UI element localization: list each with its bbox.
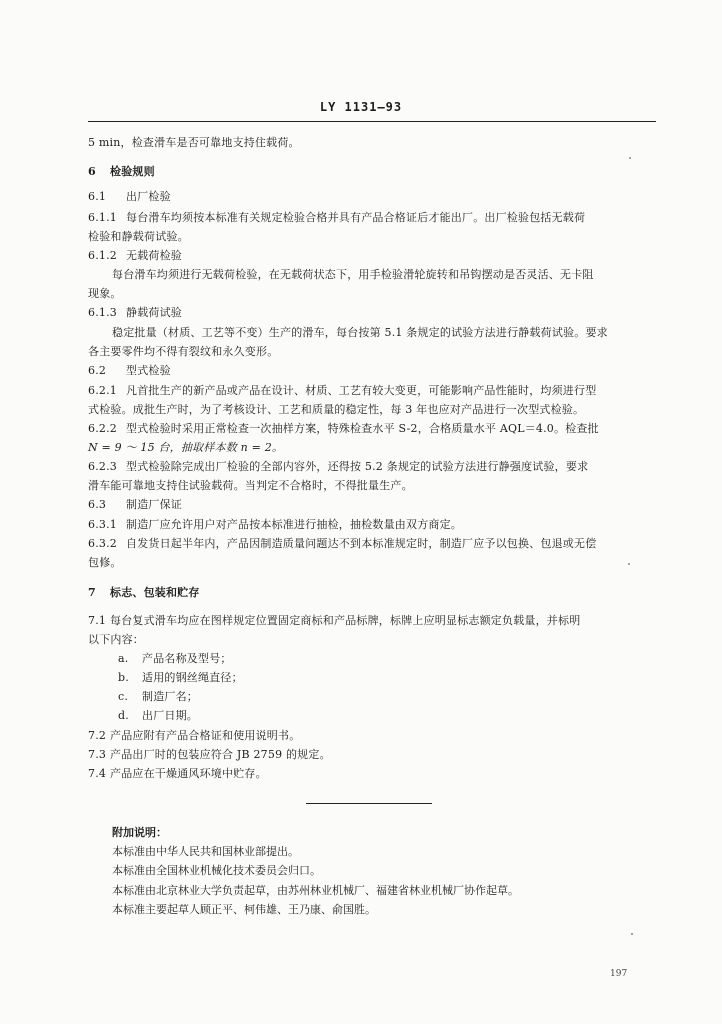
clause-title: 型式检验 [126, 364, 171, 377]
section-title: 检验规则 [110, 165, 155, 178]
clause-number: 6.1.2 [88, 249, 117, 262]
list-marker: a. [118, 652, 129, 665]
page-number: 197 [610, 969, 628, 979]
notes-line: 本标准主要起草人顾正平、柯伟雄、王乃康、俞国胜。 [112, 903, 376, 916]
clause-number: 6.3 [88, 498, 107, 511]
clause-6-3-heading [88, 498, 182, 512]
section-number: 6 [88, 165, 96, 178]
clause-number: 7.3 [88, 748, 107, 761]
clause-6-1-2-line2: 现象。 [88, 287, 122, 300]
clause-text: 每台复式滑车均应在图样规定位置固定商标和产品标牌，标牌上应明显标志额定负载量，并标明 [110, 614, 581, 627]
clause-number: 6.1.1 [88, 211, 117, 224]
scan-speck [631, 933, 633, 935]
clause-title: 制造厂保证 [126, 498, 182, 511]
clause-6-2-2-line2: N = 9 ～ 15 台，抽取样本数 n = 2。 [88, 441, 284, 454]
clause-number: 6.3.2 [88, 537, 117, 550]
clause-6-2-1-line1 [88, 384, 596, 398]
list-item [118, 709, 198, 723]
end-rule [306, 803, 432, 804]
clause-6-1-heading [88, 190, 171, 204]
list-marker: d. [118, 709, 129, 722]
clause-6-2-heading [88, 364, 171, 378]
clause-6-1-3-heading [88, 306, 182, 320]
list-item [118, 690, 198, 704]
clause-number: 6.3.1 [88, 518, 117, 531]
clause-text: 型式检验时采用正常检查一次抽样方案，特殊检查水平 S-2，合格质量水平 AQL＝4.0。检查批 [126, 422, 599, 435]
clause-6-1-2-heading [88, 249, 182, 263]
header-rule [88, 121, 656, 122]
clause-7-3 [88, 748, 331, 762]
clause-7-4 [88, 767, 267, 781]
list-marker: b. [118, 671, 129, 684]
list-text: 产品名称及型号； [142, 652, 232, 665]
clause-text: 制造厂应允许用户对产品按本标准进行抽检，抽检数量由双方商定。 [126, 518, 462, 531]
clause-6-2-3-line2: 滑车能可靠地支持住试验载荷。当判定不合格时，不得批量生产。 [88, 479, 413, 492]
section-number: 7 [88, 586, 96, 599]
clause-6-3-2-line2: 包修。 [88, 556, 122, 569]
section-6-heading [88, 165, 155, 179]
clause-title: 静载荷试验 [126, 306, 182, 319]
clause-title: 无载荷检验 [126, 249, 182, 262]
clause-6-3-2-line1 [88, 537, 596, 551]
clause-number: 6.2 [88, 364, 107, 377]
standard-code-header: LY 1131—93 [319, 100, 403, 114]
clause-text: 每台滑车均须按本标准有关规定检验合格并具有产品合格证后才能出厂。出厂检验包括无载荷 [126, 211, 586, 224]
clause-6-1-3-line1: 稳定批量（材质、工艺等不变）生产的滑车，每台按第 5.1 条规定的试验方法进行静载荷试验。要求 [112, 326, 608, 339]
list-item [118, 671, 243, 685]
clause-text: 凡首批生产的新产品或产品在设计、材质、工艺有较大变更，可能影响产品性能时，均须进行型 [126, 384, 597, 397]
notes-title: 附加说明： [112, 826, 167, 839]
clause-text: 产品应附有产品合格证和使用说明书。 [110, 729, 301, 742]
clause-number: 7.2 [88, 729, 107, 742]
list-marker: c. [118, 690, 129, 703]
clause-number: 6.1.3 [88, 306, 117, 319]
clause-number: 7.4 [88, 767, 107, 780]
clause-6-1-2-line1: 每台滑车均须进行无载荷检验，在无载荷状态下，用手检验滑轮旋转和吊钩摆动是否灵活、无卡阻 [112, 268, 594, 281]
clause-title: 出厂检验 [126, 190, 171, 203]
clause-number: 6.2.1 [88, 384, 117, 397]
scan-speck [628, 563, 630, 565]
clause-number: 6.1 [88, 190, 107, 203]
clause-number: 6.2.3 [88, 460, 117, 473]
section-title: 标志、包装和贮存 [110, 586, 200, 599]
clause-7-2 [88, 729, 300, 743]
clause-number: 7.1 [88, 614, 107, 627]
clause-7-1-line1 [88, 614, 580, 628]
paragraph-continuation: 5 min，检查滑车是否可靠地支持住载荷。 [88, 136, 300, 149]
clause-text: 型式检验除完成出厂检验的全部内容外，还得按 5.2 条规定的试验方法进行静强度试验，要求 [126, 460, 589, 473]
clause-text: 产品应在干燥通风环境中贮存。 [110, 767, 267, 780]
clause-6-3-1 [88, 518, 462, 532]
clause-6-1-1-line1 [88, 211, 585, 225]
clause-6-2-2-line1 [88, 422, 599, 436]
list-item [118, 652, 232, 666]
notes-line: 本标准由北京林业大学负责起草，由苏州林业机械厂、福建省林业机械厂协作起草。 [112, 884, 519, 897]
clause-number: 6.2.2 [88, 422, 117, 435]
clause-6-2-1-line2: 式检验。成批生产时，为了考核设计、工艺和质量的稳定性，每 3 年也应对产品进行一次型式检验。 [88, 403, 585, 416]
section-7-heading [88, 586, 200, 600]
clause-text: 产品出厂时的包装应符合 JB 2759 的规定。 [110, 748, 331, 761]
notes-line: 本标准由全国林业机械化技术委员会归口。 [112, 864, 321, 877]
scan-speck [629, 157, 631, 159]
list-text: 出厂日期。 [142, 709, 198, 722]
clause-6-1-1-line2: 检验和静载荷试验。 [88, 230, 189, 243]
clause-7-1-line2: 以下内容： [88, 633, 144, 646]
clause-text: 自发货日起半年内，产品因制造质量问题达不到本标准规定时，制造厂应予以包换、包退或无偿 [126, 537, 597, 550]
clause-6-1-3-line2: 各主要零件均不得有裂纹和永久变形。 [88, 345, 279, 358]
notes-line: 本标准由中华人民共和国林业部提出。 [112, 845, 299, 858]
list-text: 制造厂名； [142, 690, 198, 703]
list-text: 适用的钢丝绳直径； [142, 671, 243, 684]
clause-6-2-3-line1 [88, 460, 588, 474]
